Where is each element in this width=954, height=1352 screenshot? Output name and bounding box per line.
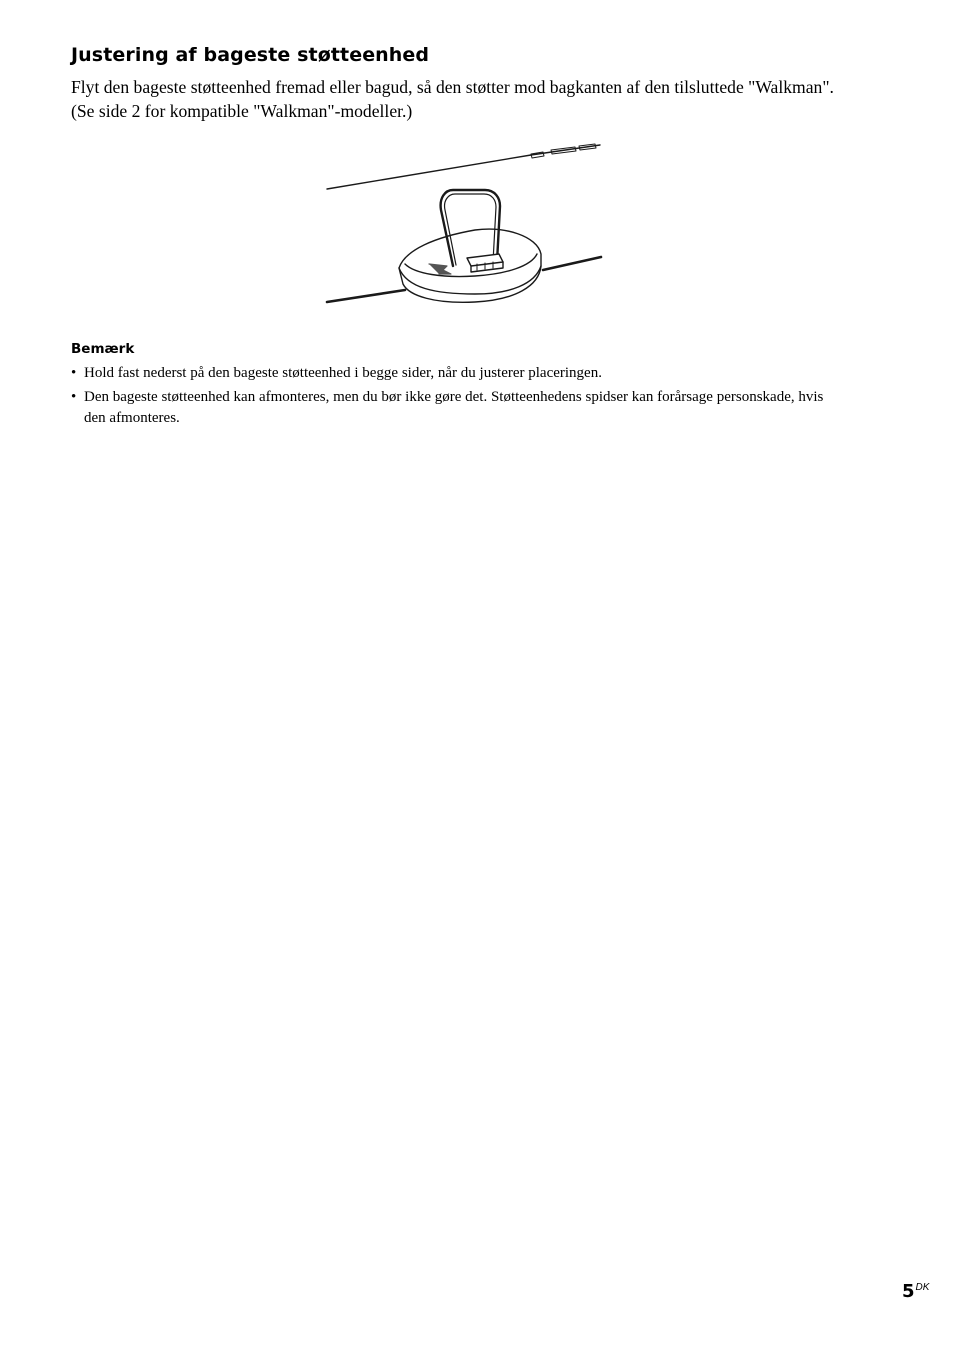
rear-support-illustration-icon (325, 142, 605, 310)
note-text: Den bageste støtteenhed kan afmonteres, men du bør ikke gøre det. Støtteenhedens spidser kan forårsage personskade, hvis den afmonteres. (84, 389, 824, 426)
page-language-suffix: DK (915, 1282, 930, 1293)
page-number-value: 5 (902, 1281, 915, 1302)
note-list (71, 363, 831, 432)
note-item (71, 387, 831, 429)
intro-paragraph: Flyt den bageste støtteenhed fremad eller bagud, så den støtter mod bagkanten af den tilsluttede "Walkman". (Se side 2 for kompatible "Walkman"-modeller.) (71, 77, 834, 121)
bullet-icon: • (71, 389, 77, 405)
note-title: Bemærk (71, 341, 135, 357)
section-heading: Justering af bageste støtteenhed (71, 44, 430, 66)
bullet-icon: • (71, 365, 77, 381)
note-item (71, 363, 831, 384)
note-text: Hold fast nederst på den bageste støtteenhed i begge sider, når du justerer placeringen. (84, 365, 602, 381)
rear-support-figure (325, 142, 605, 310)
page-number (902, 1281, 929, 1302)
